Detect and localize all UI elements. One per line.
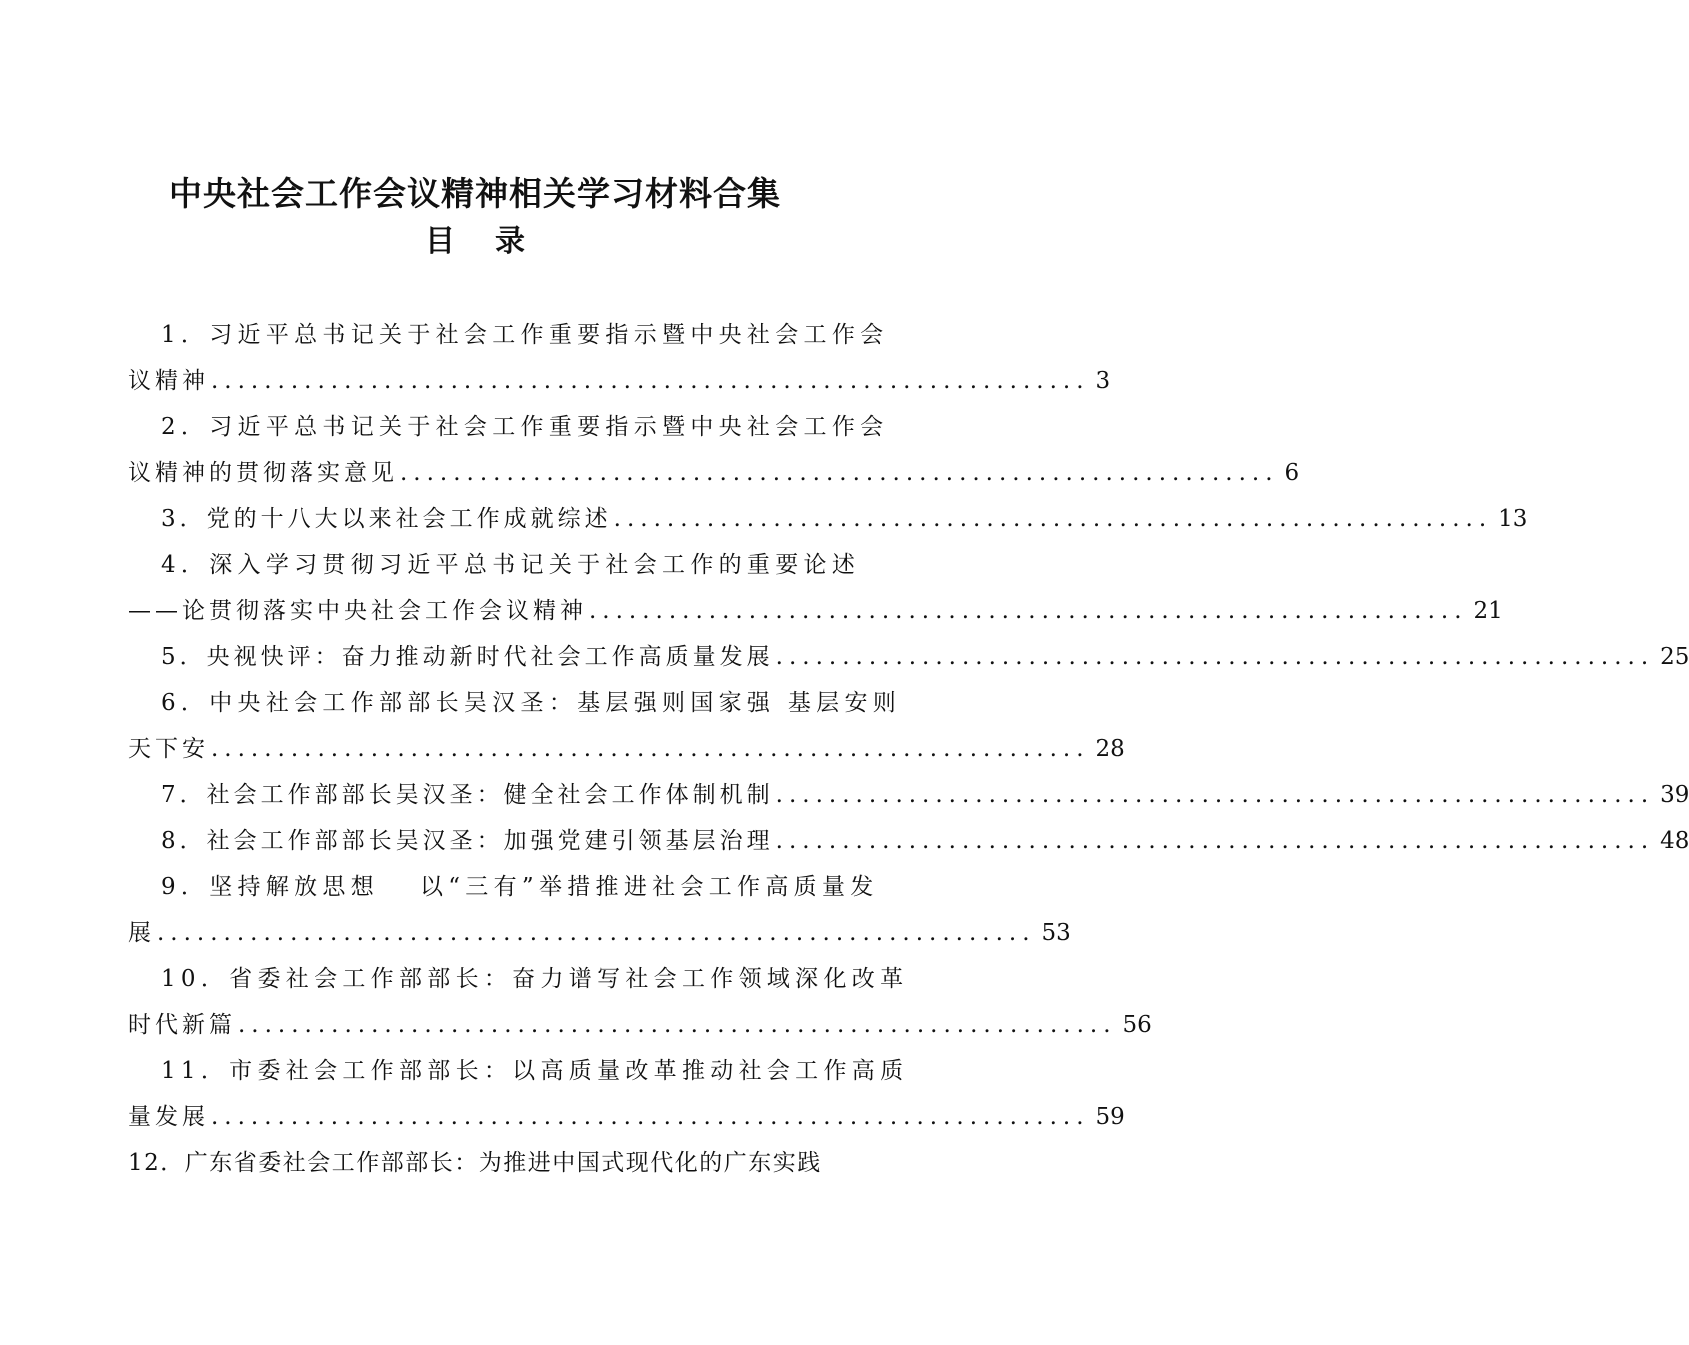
page-number: 25 (1660, 644, 1689, 670)
title-block (0, 168, 950, 264)
dot-leader: .................................................................. (775, 782, 1655, 808)
page-number: 28 (1095, 736, 1125, 762)
page-number: 6 (1284, 460, 1300, 486)
dot-leader: .................................................................. (238, 1012, 1117, 1038)
page-number: 39 (1660, 782, 1689, 808)
dot-leader: .................................................................. (400, 460, 1279, 486)
toc-entry-text: ——论贯彻落实中央社会工作会议精神 (128, 598, 587, 624)
toc-entry-3[interactable] (128, 496, 1528, 542)
toc-entry-text: 4．深入学习贯彻习近平总书记关于社会工作的重要论述 (161, 552, 861, 578)
toc-entry-text: 量发展 (128, 1104, 209, 1130)
toc-entry-10-line1[interactable] (128, 956, 909, 1002)
dot-leader: .................................................................. (157, 920, 1036, 946)
page-number: 13 (1498, 506, 1528, 532)
dot-leader: .................................................................. (775, 644, 1655, 670)
toc-entry-text: 7．社会工作部部长吴汉圣：健全社会工作体制机制 (161, 782, 774, 808)
document-title: 中央社会工作会议精神相关学习材料合集 (169, 174, 781, 213)
table-of-contents (128, 312, 1689, 1186)
dot-leader: .................................................................. (613, 506, 1493, 532)
dot-leader: .................................................................. (211, 368, 1090, 394)
toc-entry-12-line1[interactable] (128, 1140, 832, 1186)
dot-leader: .................................................................. (775, 828, 1655, 854)
toc-entry-7[interactable] (128, 772, 1689, 818)
toc-entry-1-line1[interactable] (128, 312, 889, 358)
toc-entry-text: 5．央视快评：奋力推动新时代社会工作高质量发展 (161, 644, 774, 670)
toc-entry-9-line2[interactable] (128, 910, 1071, 956)
toc-entry-text: 议精神的贯彻落实意见 (128, 460, 398, 486)
page-number: 59 (1095, 1104, 1125, 1130)
dot-leader: .................................................................. (589, 598, 1468, 624)
toc-entry-8[interactable] (128, 818, 1689, 864)
toc-entry-text: 1．习近平总书记关于社会工作重要指示暨中央社会工作会 (161, 322, 889, 348)
toc-entry-text: 8．社会工作部部长吴汉圣：加强党建引领基层治理 (161, 828, 774, 854)
page-number: 21 (1473, 598, 1503, 624)
toc-entry-4-line2[interactable] (128, 588, 1503, 634)
toc-entry-text: 时代新篇 (128, 1012, 236, 1038)
dot-leader: .................................................................. (211, 1104, 1090, 1130)
toc-entry-4-line1[interactable] (128, 542, 861, 588)
page-number: 53 (1041, 920, 1071, 946)
dot-leader: .................................................................. (211, 736, 1090, 762)
toc-entry-text: 天下安 (128, 736, 209, 762)
toc-entry-text: 12．广东省委社会工作部部长：为推进中国式现代化的广东实践 (128, 1150, 822, 1176)
toc-entry-2-line2[interactable] (128, 450, 1300, 496)
toc-entry-5[interactable] (128, 634, 1689, 680)
toc-entry-6-line2[interactable] (128, 726, 1125, 772)
toc-entry-11-line1[interactable] (128, 1048, 909, 1094)
toc-entry-text: 6．中央社会工作部部长吴汉圣：基层强则国家强 基层安则 (161, 690, 902, 716)
toc-entry-text: 议精神 (128, 368, 209, 394)
toc-entry-text: 10．省委社会工作部部长：奋力谱写社会工作领域深化改革 (161, 966, 909, 992)
toc-entry-9-line1[interactable] (128, 864, 879, 910)
toc-entry-10-line2[interactable] (128, 1002, 1152, 1048)
toc-heading: 目录 (425, 224, 565, 259)
toc-entry-2-line1[interactable] (128, 404, 889, 450)
toc-entry-text: 11．市委社会工作部部长：以高质量改革推动社会工作高质 (161, 1058, 909, 1084)
page-number: 56 (1122, 1012, 1152, 1038)
toc-entry-1-line2[interactable] (128, 358, 1111, 404)
toc-entry-text: 3．党的十八大以来社会工作成就综述 (161, 506, 612, 532)
page-number: 48 (1660, 828, 1689, 854)
toc-entry-text: 2．习近平总书记关于社会工作重要指示暨中央社会工作会 (161, 414, 889, 440)
toc-entry-6-line1[interactable] (128, 680, 902, 726)
toc-entry-text: 9．坚持解放思想 以“三有”举措推进社会工作高质量发 (161, 874, 879, 900)
page-number: 3 (1095, 368, 1111, 394)
toc-entry-11-line2[interactable] (128, 1094, 1125, 1140)
toc-entry-text: 展 (128, 920, 155, 946)
